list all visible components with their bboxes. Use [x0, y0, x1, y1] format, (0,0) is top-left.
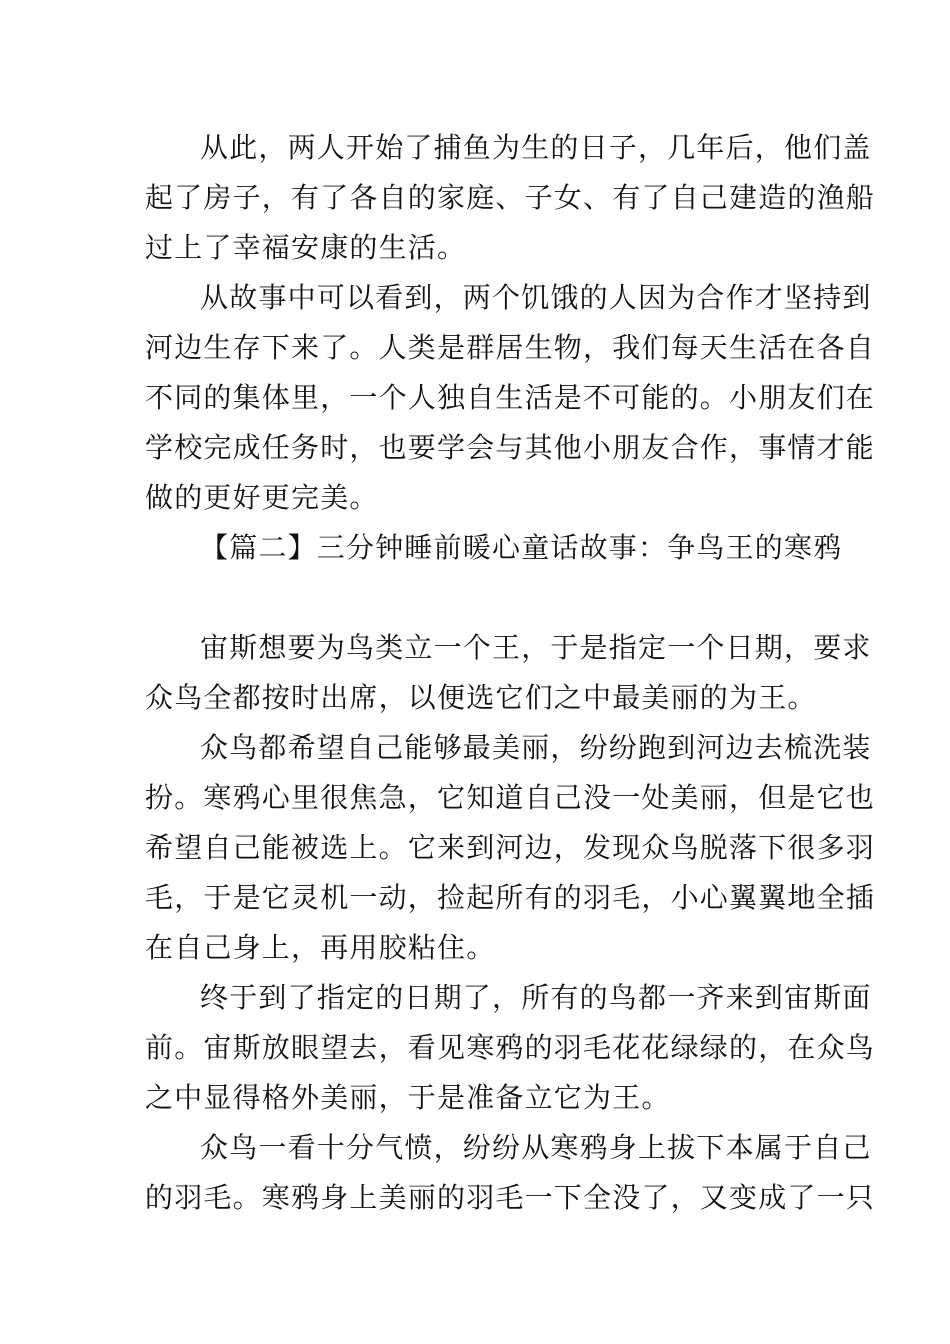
paragraph-2-line-1: 从故事中可以看到，两个饥饿的人因为合作才坚持到 — [200, 281, 872, 314]
story-paragraph-2-line-3: 希望自己能被选上。它来到河边，发现众鸟脱落下很多羽 — [145, 831, 876, 864]
story-paragraph-2-line-4: 毛，于是它灵机一动，捡起所有的羽毛，小心翼翼地全插 — [145, 881, 876, 914]
story-paragraph-3-line-2: 前。宙斯放眼望去，看见寒鸦的羽毛花花绿绿的，在众鸟 — [145, 1031, 876, 1064]
story-paragraph-4-line-2: 的羽毛。寒鸦身上美丽的羽毛一下全没了，又变成了一只 — [145, 1181, 876, 1214]
story-paragraph-2-line-1: 众鸟都希望自己能够最美丽，纷纷跑到河边去梳洗装 — [200, 731, 872, 764]
paragraph-1-line-1: 从此，两人开始了捕鱼为生的日子，几年后，他们盖 — [200, 131, 872, 164]
section-heading: 【篇二】三分钟睡前暖心童话故事：争鸟王的寒鸦 — [200, 531, 843, 564]
story-paragraph-3-line-3: 之中显得格外美丽，于是准备立它为王。 — [145, 1081, 671, 1114]
paragraph-2-line-3: 不同的集体里，一个人独自生活是不可能的。小朋友们在 — [145, 381, 876, 414]
paragraph-1-line-3: 过上了幸福安康的生活。 — [145, 231, 467, 264]
story-paragraph-1-line-2: 众鸟全都按时出席，以便选它们之中最美丽的为王。 — [145, 681, 817, 714]
paragraph-1-line-2: 起了房子，有了各自的家庭、子女、有了自己建造的渔船 — [145, 181, 876, 214]
paragraph-2-line-5: 做的更好更完美。 — [145, 481, 379, 514]
story-paragraph-2-line-5: 在自己身上，再用胶粘住。 — [145, 931, 496, 964]
paragraph-2-line-2: 河边生存下来了。人类是群居生物，我们每天生活在各自 — [145, 331, 876, 364]
story-paragraph-1-line-1: 宙斯想要为鸟类立一个王，于是指定一个日期，要求 — [200, 631, 872, 664]
story-paragraph-4-line-1: 众鸟一看十分气愤，纷纷从寒鸦身上拔下本属于自己 — [200, 1131, 872, 1164]
story-paragraph-3-line-1: 终于到了指定的日期了，所有的鸟都一齐来到宙斯面 — [200, 981, 872, 1014]
paragraph-2-line-4: 学校完成任务时，也要学会与其他小朋友合作，事情才能 — [145, 431, 876, 464]
story-paragraph-2-line-2: 扮。寒鸦心里很焦急，它知道自己没一处美丽，但是它也 — [145, 781, 876, 814]
